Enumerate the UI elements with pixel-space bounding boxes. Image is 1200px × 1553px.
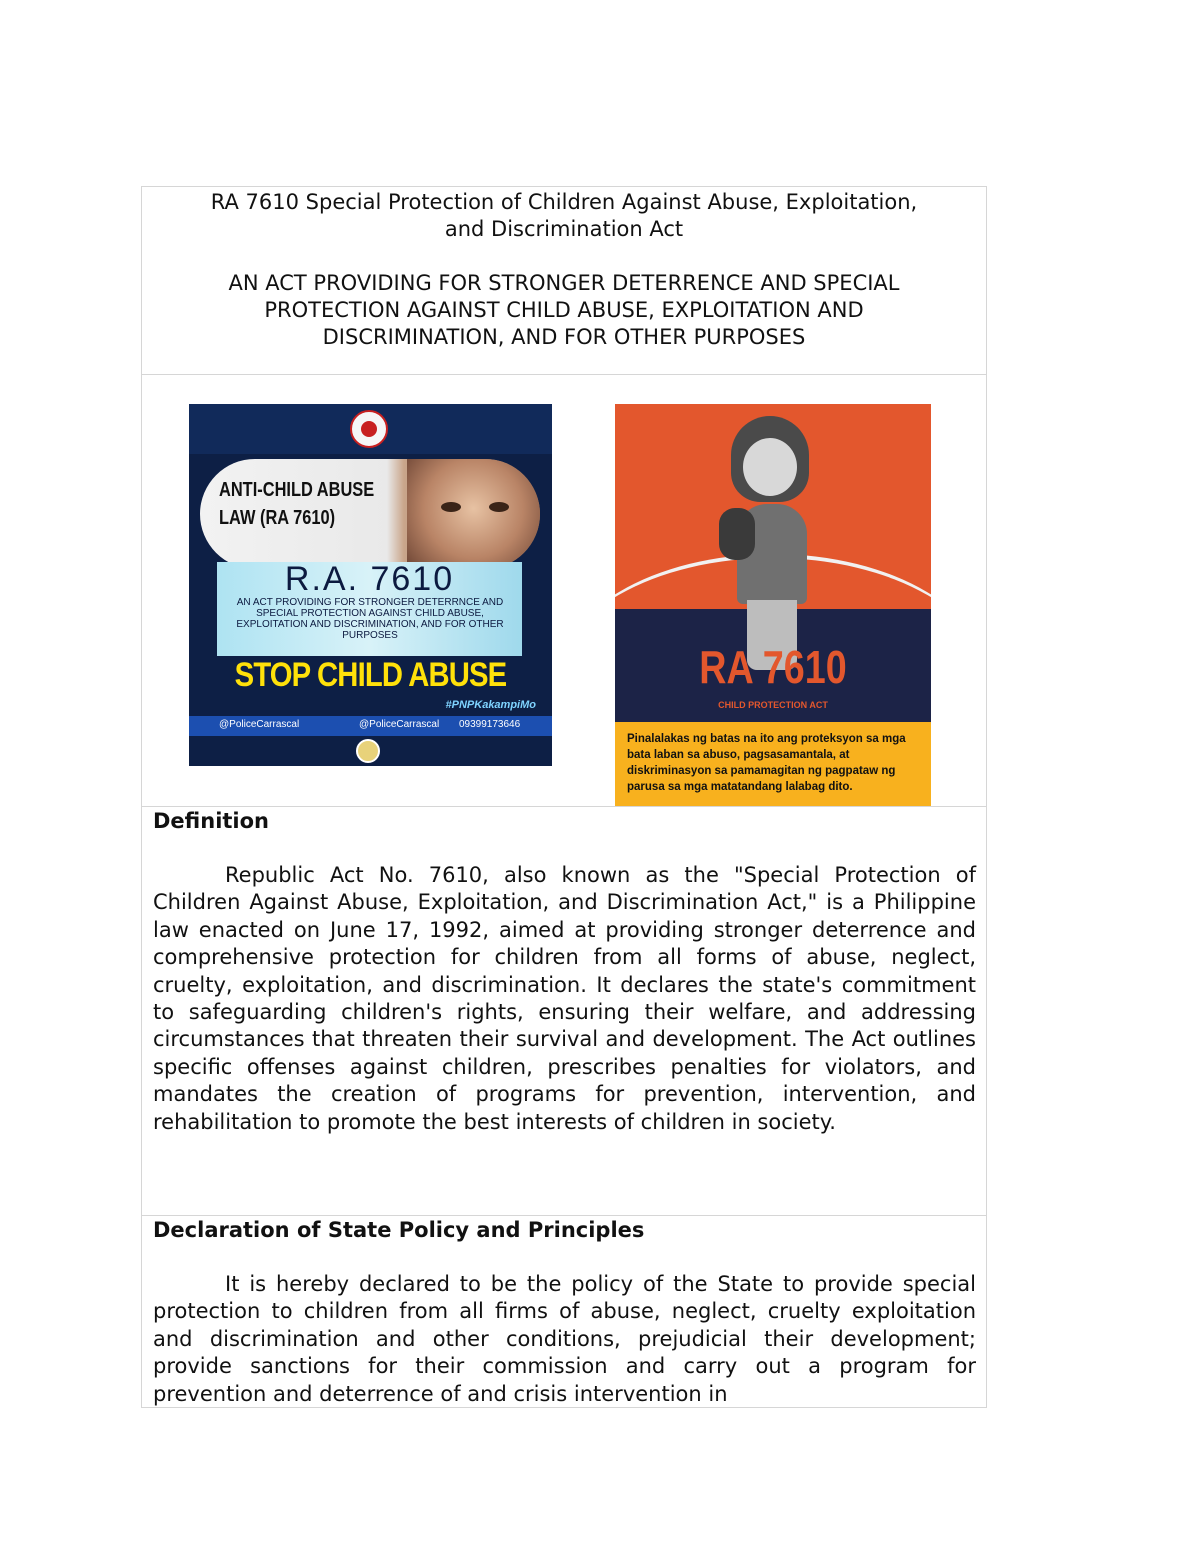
definition-heading: Definition bbox=[153, 809, 270, 833]
ra-number: R.A. 7610 bbox=[284, 560, 455, 598]
ra-number-box bbox=[217, 562, 522, 656]
definition-paragraph: Republic Act No. 7610, also known as the "Special Protection of Children Against Abuse, Exploitation, and Discrimination Act," is a Philippine law enacted on June 17, 1992, aimed at providing stronger deterrence and comprehensive protection for children from all forms of abuse, neglect, cruelty, exploitation, and discrimination. It declares the state's commitment to safeguarding children's rights, ensuring their welfare, and addressing circumstances that threaten their survival and development. The Act outlines specific offenses against children, prescribes penalties for violators, and mandates the creation of programs for prevention, intervention, and rehabilitation to promote the best interests of children in society. bbox=[153, 863, 976, 1134]
pnp-seal-icon bbox=[350, 410, 388, 448]
facebook-handle: @PoliceCarrascal bbox=[219, 719, 300, 730]
images-row bbox=[142, 375, 986, 807]
poster-law-title: ANTI-CHILD ABUSE LAW (RA 7610) bbox=[219, 479, 375, 529]
policy-row bbox=[142, 1216, 986, 1407]
policy-paragraph: It is hereby declared to be the policy of the State to provide special protection to children from all firms of abuse, neglect, cruelty exploitation and discrimination and other conditions, prejudicial their development; provide sanctions for their commission and carry out a program for prevention and deterrence of and crisis intervention in bbox=[153, 1272, 976, 1406]
subtitle-line: PROTECTION AGAINST CHILD ABUSE, EXPLOITATION AND bbox=[264, 298, 864, 322]
poster-caption: Pinalalakas ng batas na ito ang proteksyon sa mga bata laban sa abuso, pagsasamantala, at diskriminasyon sa pamamagitan ng pagpataw ng parusa sa mga matatandang lalabag dito. bbox=[627, 733, 906, 793]
ra-description: AN ACT PROVIDING FOR STRONGER DETERRNCE AND SPECIAL PROTECTION AGAINST CHILD ABUSE, EXPLOITATION AND DISCRIMINATION, AND FOR OTHER PURPOSES bbox=[236, 597, 504, 641]
hashtag: #PNPKakampiMo bbox=[445, 699, 536, 711]
document-table bbox=[141, 186, 987, 1408]
title-line: and Discrimination Act bbox=[444, 217, 684, 241]
pnp-anti-child-abuse-poster bbox=[189, 404, 552, 766]
stop-child-abuse-slogan: STOP CHILD ABUSE bbox=[234, 656, 507, 694]
title-line: RA 7610 Special Protection of Children Against Abuse, Exploitation, bbox=[210, 190, 918, 214]
poster-ra-subtitle: CHILD PROTECTION ACT bbox=[718, 700, 828, 710]
title-row bbox=[142, 187, 986, 375]
subtitle-line: DISCRIMINATION, AND FOR OTHER PURPOSES bbox=[322, 325, 806, 349]
bottom-seal-icon bbox=[356, 739, 380, 763]
ra-7610-child-protection-poster bbox=[615, 404, 931, 806]
phone-number: 09399173646 bbox=[459, 719, 521, 730]
subtitle-line: AN ACT PROVIDING FOR STRONGER DETERRENCE AND SPECIAL bbox=[228, 271, 900, 295]
poster-ra-title: RA 7610 bbox=[699, 641, 847, 693]
contact-bar bbox=[189, 716, 552, 736]
caption-box bbox=[615, 722, 931, 806]
teddy-bear-icon bbox=[719, 508, 755, 560]
twitter-handle: @PoliceCarrascal bbox=[359, 719, 440, 730]
definition-row bbox=[142, 807, 986, 1216]
policy-heading: Declaration of State Policy and Principles bbox=[153, 1218, 645, 1242]
crying-child-photo bbox=[407, 459, 540, 569]
